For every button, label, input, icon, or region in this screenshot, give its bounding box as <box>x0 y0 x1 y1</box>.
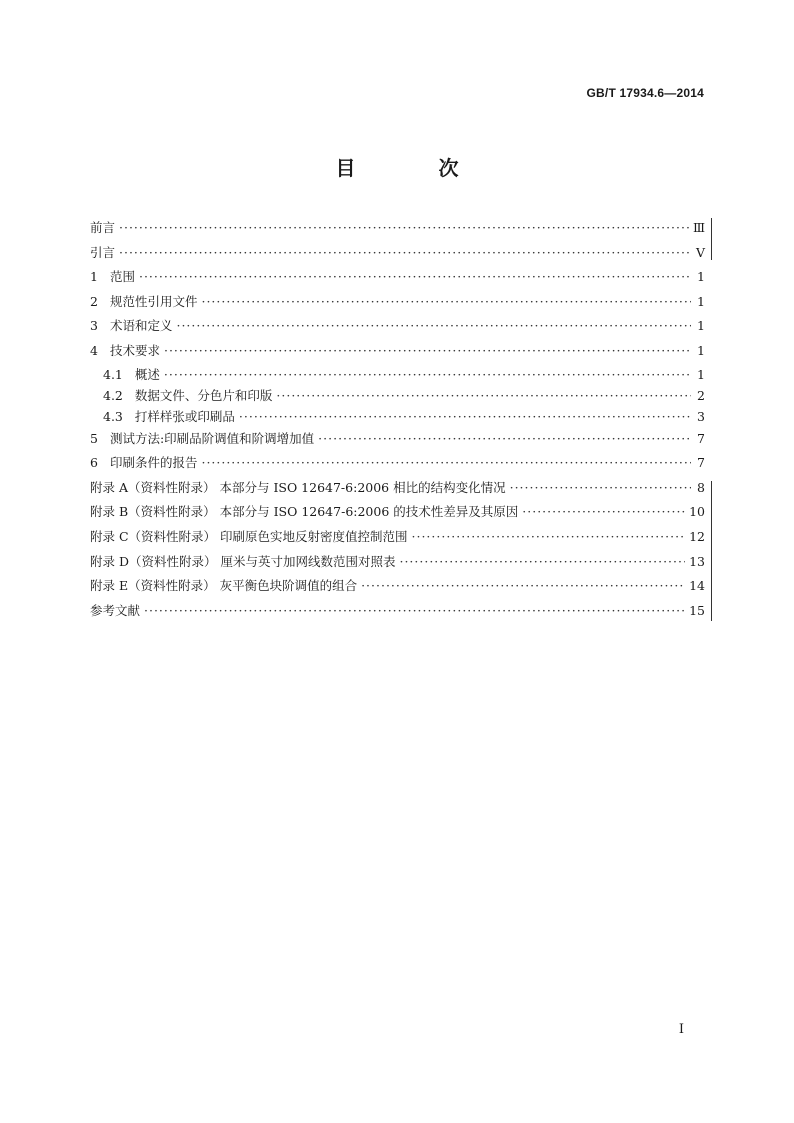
toc-entry-number: 1 <box>90 269 98 285</box>
change-bar-top <box>711 218 712 260</box>
toc-entry-number: 6 <box>90 455 98 471</box>
toc-dot-leader <box>201 290 691 315</box>
toc-entry-label: 数据文件、分色片和印版 <box>134 387 273 403</box>
toc-dot-leader <box>522 500 685 525</box>
toc-entry-number: 3 <box>90 318 98 334</box>
toc-entry[interactable] <box>90 525 705 550</box>
toc-entry-page: Ⅴ <box>695 244 705 260</box>
toc-dot-leader <box>239 406 691 427</box>
toc-entry-label: 规范性引用文件 <box>109 293 198 309</box>
toc-entry-label: 引言 <box>90 244 116 260</box>
toc-dot-leader <box>176 314 691 339</box>
toc-entry-label: 附录 C（资料性附录） 印刷原色实地反射密度值控制范围 <box>90 528 408 544</box>
page-number: I <box>678 1022 684 1037</box>
toc-entry-page: 10 <box>689 504 705 520</box>
toc-dot-leader <box>144 599 685 624</box>
toc-entry-label: 附录 B（资料性附录） 本部分与 ISO 12647-6:2006 的技术性差异及其原因 <box>90 504 519 520</box>
toc-entry-label: 概述 <box>134 366 160 382</box>
toc-dot-leader <box>318 427 691 452</box>
toc-entry[interactable] <box>90 339 705 364</box>
toc-entry-page: 12 <box>689 528 705 544</box>
toc-entry-page: 1 <box>697 293 705 309</box>
toc-entry-number: 5 <box>90 430 98 446</box>
toc-entry-label: 参考文献 <box>90 602 141 618</box>
toc-entry[interactable] <box>90 476 705 501</box>
toc-entry[interactable] <box>90 290 705 315</box>
toc-dot-leader <box>361 574 685 599</box>
change-bar-appendix <box>711 481 712 621</box>
toc-entry-page: 1 <box>697 342 705 358</box>
table-of-contents <box>90 216 705 623</box>
toc-dot-leader <box>164 364 691 385</box>
toc-entry[interactable] <box>90 500 705 525</box>
toc-entry[interactable] <box>90 314 705 339</box>
toc-entry[interactable] <box>90 406 705 427</box>
toc-entry-label: 技术要求 <box>109 342 160 358</box>
toc-entry[interactable] <box>90 216 705 241</box>
toc-dot-leader <box>201 451 691 476</box>
toc-dot-leader <box>412 525 686 550</box>
page-title: 目 次 <box>335 156 497 180</box>
toc-dot-leader <box>276 385 691 406</box>
toc-entry-number: 4 <box>90 342 98 358</box>
toc-entry-page: 15 <box>689 602 705 618</box>
toc-entry-number: 4.2 <box>103 387 123 403</box>
toc-entry-page: 2 <box>697 387 705 403</box>
toc-dot-leader <box>399 550 685 575</box>
toc-entry-label: 范围 <box>109 269 135 285</box>
toc-dot-leader <box>139 265 691 290</box>
toc-entry-page: Ⅲ <box>692 220 705 235</box>
toc-entry[interactable] <box>90 599 705 624</box>
toc-entry-number: 4.1 <box>103 366 123 382</box>
toc-entry[interactable] <box>90 574 705 599</box>
standard-code: GB/T 17934.6—2014 <box>586 86 704 100</box>
toc-entry-label: 附录 D（资料性附录） 厘米与英寸加网线数范围对照表 <box>90 553 396 569</box>
toc-dot-leader <box>119 216 689 241</box>
toc-entry-label: 附录 A（资料性附录） 本部分与 ISO 12647-6:2006 相比的结构变化情况 <box>90 479 506 495</box>
toc-entry-page: 8 <box>697 479 705 495</box>
toc-dot-leader <box>164 339 691 364</box>
toc-entry-page: 14 <box>689 578 705 594</box>
toc-entry-number: 2 <box>90 293 98 309</box>
toc-entry[interactable] <box>90 385 705 406</box>
toc-entry[interactable] <box>90 265 705 290</box>
toc-entry-page: 7 <box>697 430 705 446</box>
toc-entry-label: 附录 E（资料性附录） 灰平衡色块阶调值的组合 <box>90 578 358 594</box>
toc-entry-number: 4.3 <box>103 408 123 424</box>
toc-entry[interactable] <box>90 427 705 452</box>
toc-entry-label: 测试方法:印刷品阶调值和阶调增加值 <box>109 430 315 446</box>
toc-entry-label: 前言 <box>90 220 116 235</box>
toc-entry-page: 3 <box>697 408 705 424</box>
toc-entry-page: 1 <box>697 269 705 285</box>
toc-dot-leader <box>119 241 691 266</box>
toc-entry-page: 13 <box>689 553 705 569</box>
toc-entry[interactable] <box>90 364 705 385</box>
toc-entry-label: 打样样张或印刷品 <box>134 408 235 424</box>
toc-entry-page: 1 <box>697 318 705 334</box>
toc-entry[interactable] <box>90 550 705 575</box>
toc-entry-page: 7 <box>697 455 705 471</box>
toc-entry[interactable] <box>90 451 705 476</box>
toc-entry-page: 1 <box>697 366 705 382</box>
toc-entry-label: 印刷条件的报告 <box>109 455 198 471</box>
toc-dot-leader <box>510 476 691 501</box>
toc-entry-label: 术语和定义 <box>109 318 173 334</box>
toc-entry[interactable] <box>90 241 705 266</box>
